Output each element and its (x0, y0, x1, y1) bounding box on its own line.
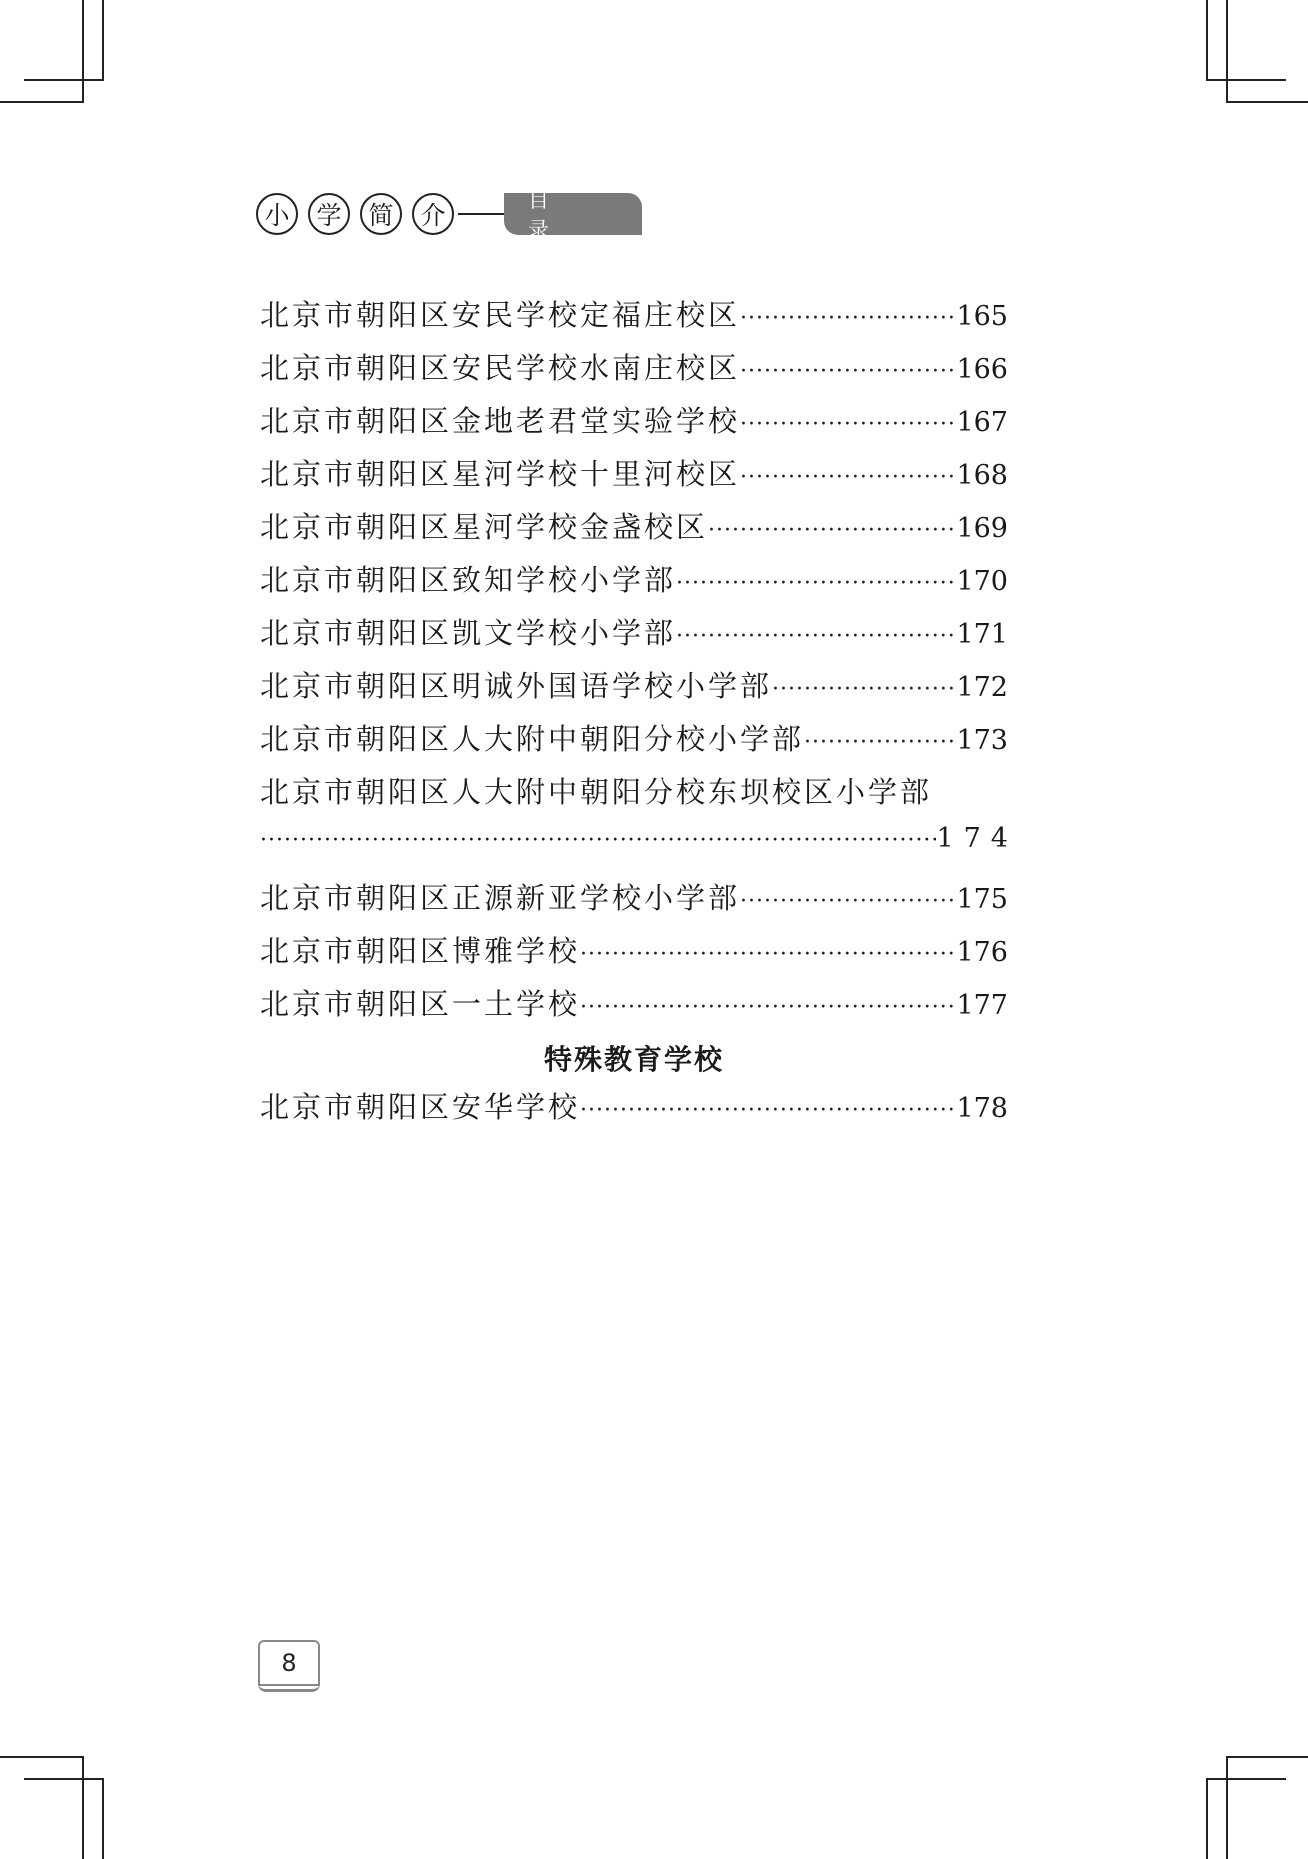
toc-entry[interactable] (260, 664, 1008, 717)
crop-mark (82, 1756, 84, 1859)
dot-leader (804, 730, 956, 755)
toc-entry-page: 172 (956, 672, 1008, 703)
toc-entry[interactable] (260, 982, 1008, 1035)
toc-entry-title: 北京市朝阳区博雅学校 (260, 934, 581, 968)
dot-leader (772, 677, 956, 702)
crop-mark (1226, 0, 1228, 103)
toc-entry[interactable] (260, 452, 1008, 505)
dot-leader (260, 828, 936, 853)
series-char: 简 (360, 193, 402, 235)
toc-entry[interactable] (260, 399, 1008, 452)
toc-entry-title: 北京市朝阳区安华学校 (260, 1090, 581, 1124)
dot-leader (708, 518, 956, 543)
toc-entry-page: 173 (956, 725, 1008, 756)
running-header (256, 188, 642, 242)
toc-entry[interactable] (260, 1085, 1008, 1138)
toc-entry-title: 北京市朝阳区致知学校小学部 (260, 563, 677, 597)
toc-entry[interactable] (260, 929, 1008, 982)
toc-entry-page: 177 (956, 990, 1008, 1021)
toc-entry-title: 北京市朝阳区明诚外国语学校小学部 (260, 669, 773, 703)
header-rule (458, 213, 504, 215)
dot-leader (740, 359, 956, 384)
book-base (258, 1684, 320, 1692)
crop-mark (1226, 101, 1308, 103)
toc-entry-title: 北京市朝阳区正源新亚学校小学部 (260, 881, 741, 915)
toc-entry-title: 北京市朝阳区一土学校 (260, 987, 581, 1021)
dot-leader (580, 942, 956, 967)
dot-leader (580, 995, 956, 1020)
toc-entry[interactable] (260, 876, 1008, 929)
crop-mark (24, 1778, 104, 1780)
toc-entry-page: 166 (956, 354, 1008, 385)
toc-entry-page: 175 (956, 884, 1008, 915)
crop-mark (1206, 1778, 1286, 1780)
table-of-contents (260, 293, 1018, 1138)
dot-leader (740, 889, 956, 914)
toc-entry[interactable] (260, 717, 1008, 770)
toc-entry-page: 170 (956, 566, 1008, 597)
dot-leader (676, 624, 956, 649)
crop-mark (102, 1778, 104, 1859)
crop-mark (0, 101, 84, 103)
crop-mark (1206, 79, 1286, 81)
toc-entry-title: 北京市朝阳区星河学校十里河校区 (260, 457, 741, 491)
toc-entry[interactable] (260, 558, 1008, 611)
toc-entry-page: 171 (956, 619, 1008, 650)
toc-entry-title: 北京市朝阳区星河学校金盏校区 (260, 510, 709, 544)
toc-entry-page: 176 (956, 937, 1008, 968)
toc-entry-title: 北京市朝阳区人大附中朝阳分校东坝校区小学部 (260, 775, 933, 809)
series-char: 小 (256, 193, 298, 235)
toc-entry-title: 北京市朝阳区安民学校定福庄校区 (260, 298, 741, 332)
toc-entry-page: 167 (956, 407, 1008, 438)
dot-leader (740, 306, 956, 331)
toc-entry[interactable] (260, 293, 1008, 346)
toc-entry-page: 174 (936, 823, 1018, 854)
dot-leader (580, 1098, 956, 1123)
crop-mark (1206, 1778, 1208, 1859)
toc-entry-title: 北京市朝阳区人大附中朝阳分校小学部 (260, 722, 805, 756)
toc-entry[interactable] (260, 770, 1008, 823)
toc-entry-title: 北京市朝阳区安民学校水南庄校区 (260, 351, 741, 385)
toc-entry-page: 169 (956, 513, 1008, 544)
dot-leader (676, 571, 956, 596)
crop-mark (0, 1756, 84, 1758)
section-heading: 特殊教育学校 (543, 1043, 724, 1076)
crop-mark (24, 79, 104, 81)
crop-mark (1226, 1756, 1308, 1758)
crop-mark (1226, 1756, 1228, 1859)
crop-mark (1206, 0, 1208, 79)
toc-entry-title: 北京市朝阳区金地老君堂实验学校 (260, 404, 741, 438)
toc-entry-page: 178 (956, 1093, 1008, 1124)
dot-leader (740, 465, 956, 490)
page-number-badge (258, 1640, 320, 1692)
crop-mark (82, 0, 84, 103)
toc-entry-continuation[interactable] (260, 823, 1018, 876)
toc-entry-title: 北京市朝阳区凯文学校小学部 (260, 616, 677, 650)
toc-entry[interactable] (260, 505, 1008, 558)
crop-mark (102, 0, 104, 79)
series-char: 介 (412, 193, 454, 235)
toc-entry-page: 165 (956, 301, 1008, 332)
toc-entry[interactable] (260, 346, 1008, 399)
dot-leader (740, 412, 956, 437)
page-number: 8 (281, 1649, 297, 1677)
section-label: 目 录 (504, 193, 642, 235)
series-char: 学 (308, 193, 350, 235)
toc-entry[interactable] (260, 611, 1008, 664)
toc-entry-page: 168 (956, 460, 1008, 491)
